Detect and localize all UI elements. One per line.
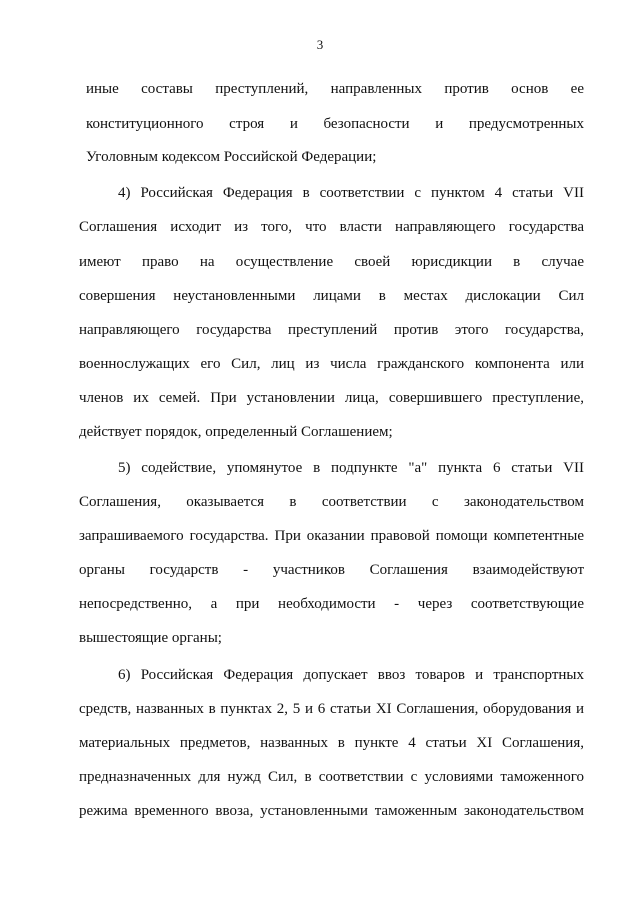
text-line: военнослужащих его Сил, лиц из числа гражданского компонента или (79, 356, 584, 372)
text-line: направляющего государства преступлений против этого государства, (79, 322, 584, 338)
text-line: имеют право на осуществление своей юрисдикции в случае (79, 254, 584, 270)
text-line: иные составы преступлений, направленных против основ ее (86, 81, 584, 97)
text-line: предназначенных для нужд Сил, в соответствии с условиями таможенного (79, 769, 584, 785)
text-line: конституционного строя и безопасности и предусмотренных (86, 116, 584, 132)
text-line: Соглашения, оказывается в соответствии с законодательством (79, 494, 584, 510)
text-line: непосредственно, а при необходимости - через соответствующие (79, 596, 584, 612)
paragraph-start-5: 5) содействие, упомянутое в подпункте "а" пункта 6 статьи VII (118, 460, 584, 476)
page-number: 3 (316, 37, 324, 52)
paragraph-start-6: 6) Российская Федерация допускает ввоз товаров и транспортных (118, 667, 584, 683)
text-line: совершения неустановленными лицами в местах дислокации Сил (79, 288, 584, 304)
text-line: членов их семей. При установлении лица, совершившего преступление, (79, 390, 584, 406)
text-line: действует порядок, определенный Соглашением; (79, 424, 393, 440)
text-line: запрашиваемого государства. При оказании правовой помощи компетентные (79, 528, 584, 544)
paragraph-start-4: 4) Российская Федерация в соответствии с пунктом 4 статьи VII (118, 185, 584, 201)
text-line: Соглашения исходит из того, что власти направляющего государства (79, 219, 584, 235)
text-line: материальных предметов, названных в пункте 4 статьи XI Соглашения, (79, 735, 584, 751)
text-line: средств, названных в пунктах 2, 5 и 6 статьи XI Соглашения, оборудования и (79, 701, 584, 717)
text-line: Уголовным кодексом Российской Федерации; (86, 149, 377, 165)
text-line: режима временного ввоза, установленными таможенным законодательством (79, 803, 584, 819)
text-line: органы государств - участников Соглашения взаимодействуют (79, 562, 584, 578)
text-line: вышестоящие органы; (79, 630, 222, 646)
